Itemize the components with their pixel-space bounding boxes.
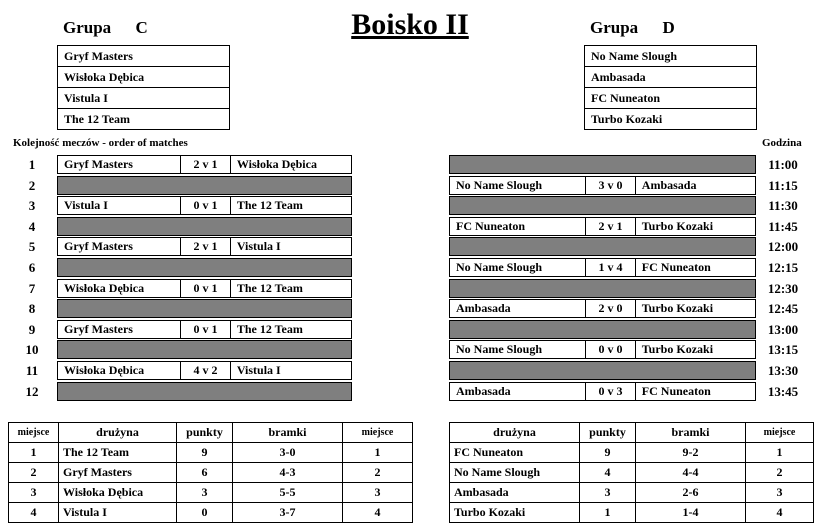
home-team: Ambasada [456, 301, 511, 316]
table-row [450, 503, 814, 523]
away-team: Turbo Kozaki [635, 300, 755, 317]
group-d-team: Turbo Kozaki [585, 109, 757, 130]
team-cell: No Name Slough [450, 463, 580, 483]
standings-right-table [449, 422, 814, 523]
group-c-label: Grupa [63, 18, 112, 37]
goals-cell: 4-4 [636, 463, 746, 483]
right-match-row [449, 279, 756, 298]
team-cell: Vistula I [59, 503, 177, 523]
page-title: Boisko II [351, 8, 469, 41]
match-time: 12:00 [767, 239, 799, 255]
left-match-row [57, 279, 352, 298]
group-d-team: Ambasada [585, 67, 757, 88]
group-c-team-list [57, 45, 230, 130]
group-c-team: Gryf Masters [58, 46, 230, 67]
away-team: Vistula I [230, 362, 351, 379]
left-match-row [57, 382, 352, 401]
match-score: 1 v 4 [585, 259, 635, 276]
points-cell: 9 [580, 443, 636, 463]
header-place: miejsce [9, 423, 59, 443]
round-number: 3 [28, 198, 36, 214]
header-place: miejsce [746, 423, 814, 443]
match-score: 0 v 1 [180, 321, 230, 338]
place-cell: 4 [343, 503, 413, 523]
points-cell: 6 [177, 463, 233, 483]
header-place: miejsce [343, 423, 413, 443]
points-cell: 1 [580, 503, 636, 523]
right-match-row [449, 361, 756, 380]
table-row [9, 463, 413, 483]
goals-cell: 9-2 [636, 443, 746, 463]
left-match-row [57, 237, 352, 256]
round-number: 1 [28, 157, 36, 172]
table-row [9, 443, 413, 463]
match-time: 12:45 [767, 301, 799, 317]
goals-cell: 1-4 [636, 503, 746, 523]
points-cell: 9 [177, 443, 233, 463]
left-match-row [57, 299, 352, 318]
away-team: The 12 Team [230, 321, 351, 338]
points-cell: 3 [580, 483, 636, 503]
header-points: punkty [580, 423, 636, 443]
place-cell: 3 [746, 483, 814, 503]
away-team: Turbo Kozaki [635, 341, 755, 358]
home-team: Wisłoka Dębica [64, 280, 145, 295]
away-team: The 12 Team [230, 197, 351, 214]
right-match-row [449, 320, 756, 339]
goals-cell: 2-6 [636, 483, 746, 503]
round-number: 7 [28, 280, 36, 296]
round-number: 2 [28, 177, 36, 193]
team-cell: The 12 Team [59, 443, 177, 463]
header-goals: bramki [636, 423, 746, 443]
round-number: 12 [25, 383, 39, 399]
header-team: drużyna [450, 423, 580, 443]
round-number: 10 [25, 342, 39, 358]
time-label: Godzina [762, 137, 802, 149]
place-cell: 1 [9, 443, 59, 463]
match-score: 4 v 2 [180, 362, 230, 379]
round-number: 11 [25, 363, 39, 378]
place-cell: 1 [746, 443, 814, 463]
team-cell: Turbo Kozaki [450, 503, 580, 523]
match-score: 2 v 0 [585, 300, 635, 317]
home-team: No Name Slough [456, 342, 543, 357]
group-c-letter: C [135, 18, 148, 37]
right-match-row [449, 237, 756, 256]
goals-cell: 5-5 [233, 483, 343, 503]
match-score: 3 v 0 [585, 177, 635, 194]
team-cell: FC Nuneaton [450, 443, 580, 463]
place-cell: 3 [343, 483, 413, 503]
match-time: 13:15 [767, 342, 799, 358]
points-cell: 0 [177, 503, 233, 523]
group-d-heading [590, 18, 675, 38]
place-cell: 2 [746, 463, 814, 483]
team-cell: Gryf Masters [59, 463, 177, 483]
away-team: Vistula I [230, 238, 351, 255]
home-team: FC Nuneaton [456, 218, 526, 233]
round-number: 5 [28, 239, 36, 255]
table-row [450, 443, 814, 463]
match-score: 0 v 3 [585, 383, 635, 400]
match-score: 0 v 1 [180, 197, 230, 214]
match-score: 2 v 1 [585, 218, 635, 235]
match-score: 2 v 1 [180, 156, 230, 173]
home-team: Gryf Masters [64, 321, 133, 336]
left-match-row [57, 217, 352, 236]
group-c-team: Vistula I [58, 88, 230, 109]
table-row [450, 463, 814, 483]
round-number: 8 [28, 301, 36, 317]
home-team: Ambasada [456, 383, 511, 398]
right-match-row [449, 196, 756, 215]
match-time: 13:00 [767, 321, 799, 337]
match-time: 13:45 [767, 383, 799, 399]
right-match-row [449, 176, 756, 195]
header-points: punkty [177, 423, 233, 443]
group-c-team: The 12 Team [58, 109, 230, 130]
away-team: The 12 Team [230, 280, 351, 297]
goals-cell: 3-0 [233, 443, 343, 463]
left-match-row [57, 176, 352, 195]
match-time: 12:15 [767, 260, 799, 275]
home-team: Wisłoka Dębica [64, 363, 145, 377]
match-score: 0 v 1 [180, 280, 230, 297]
header-goals: bramki [233, 423, 343, 443]
team-cell: Ambasada [450, 483, 580, 503]
group-d-team-list [584, 45, 757, 130]
table-row [9, 483, 413, 503]
match-score: 2 v 1 [180, 238, 230, 255]
table-row [450, 483, 814, 503]
match-time: 11:30 [768, 198, 798, 214]
left-match-row [57, 258, 352, 277]
right-match-row [449, 217, 756, 236]
away-team: Ambasada [635, 177, 755, 194]
round-number: 9 [28, 321, 36, 337]
left-match-row [57, 196, 352, 215]
left-match-row [57, 155, 352, 174]
match-score: 0 v 0 [585, 341, 635, 358]
right-match-row [449, 258, 756, 277]
points-cell: 4 [580, 463, 636, 483]
match-time: 13:30 [767, 363, 799, 378]
match-time: 11:00 [768, 157, 798, 172]
left-match-row [57, 361, 352, 380]
right-match-row [449, 299, 756, 318]
group-d-team: FC Nuneaton [585, 88, 757, 109]
match-time: 11:15 [768, 177, 798, 193]
away-team: Wisłoka Dębica [230, 156, 351, 173]
team-cell: Wisłoka Dębica [59, 483, 177, 503]
home-team: Gryf Masters [64, 157, 133, 171]
home-team: Vistula I [64, 198, 108, 213]
round-number: 4 [28, 218, 36, 234]
left-match-row [57, 320, 352, 339]
place-cell: 4 [9, 503, 59, 523]
home-team: Gryf Masters [64, 239, 133, 254]
place-cell: 3 [9, 483, 59, 503]
standings-left-table [8, 422, 413, 523]
goals-cell: 3-7 [233, 503, 343, 523]
goals-cell: 4-3 [233, 463, 343, 483]
points-cell: 3 [177, 483, 233, 503]
place-cell: 2 [9, 463, 59, 483]
match-time: 12:30 [767, 280, 799, 296]
right-match-row [449, 382, 756, 401]
left-match-row [57, 340, 352, 359]
away-team: Turbo Kozaki [635, 218, 755, 235]
header-team: drużyna [59, 423, 177, 443]
order-label: Kolejność meczów - order of matches [13, 137, 188, 149]
group-d-team: No Name Slough [585, 46, 757, 67]
place-cell: 4 [746, 503, 814, 523]
group-d-letter: D [662, 18, 675, 37]
group-c-team: Wisłoka Dębica [58, 67, 230, 88]
group-c-heading [63, 18, 148, 38]
table-row [9, 503, 413, 523]
group-d-label: Grupa [590, 18, 639, 37]
away-team: FC Nuneaton [635, 259, 755, 276]
place-cell: 2 [343, 463, 413, 483]
home-team: No Name Slough [456, 177, 543, 192]
place-cell: 1 [343, 443, 413, 463]
round-number: 6 [28, 260, 36, 275]
right-match-row [449, 340, 756, 359]
right-match-row [449, 155, 756, 174]
home-team: No Name Slough [456, 260, 543, 274]
away-team: FC Nuneaton [635, 383, 755, 400]
match-time: 11:45 [768, 218, 798, 234]
